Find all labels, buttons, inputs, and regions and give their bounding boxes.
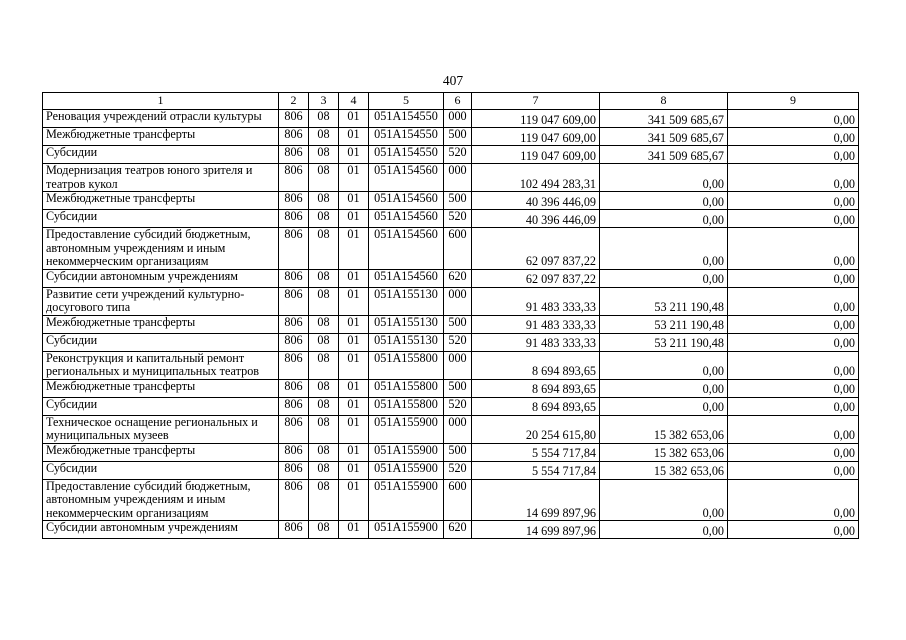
- amount-col-9: 0,00: [728, 146, 859, 164]
- expense-type-code: 520: [444, 146, 472, 164]
- item-name: Субсидии: [43, 461, 279, 479]
- admin-code: 806: [279, 146, 309, 164]
- expense-type-code: 620: [444, 269, 472, 287]
- subsection-code: 01: [339, 333, 369, 351]
- amount-col-8: 0,00: [600, 210, 728, 228]
- amount-col-8: 0,00: [600, 521, 728, 539]
- amount-col-8: 53 211 190,48: [600, 315, 728, 333]
- amount-col-9: 0,00: [728, 397, 859, 415]
- amount-col-8: 53 211 190,48: [600, 287, 728, 315]
- admin-code: 806: [279, 379, 309, 397]
- target-article-code: 051A155900: [369, 479, 444, 521]
- section-code: 08: [309, 333, 339, 351]
- section-code: 08: [309, 110, 339, 128]
- item-name: Субсидии автономным учреждениям: [43, 269, 279, 287]
- amount-col-9: 0,00: [728, 333, 859, 351]
- target-article-code: 051A155900: [369, 443, 444, 461]
- item-name: Субсидии: [43, 397, 279, 415]
- target-article-code: 051A155800: [369, 379, 444, 397]
- target-article-code: 051A154560: [369, 228, 444, 270]
- amount-col-7: 102 494 283,31: [472, 164, 600, 192]
- amount-col-8: 15 382 653,06: [600, 443, 728, 461]
- amount-col-9: 0,00: [728, 315, 859, 333]
- column-header: 1: [43, 93, 279, 110]
- expense-type-code: 000: [444, 351, 472, 379]
- item-name: Реконструкция и капитальный ремонт региональных и муниципальных театров: [43, 351, 279, 379]
- amount-col-7: 119 047 609,00: [472, 128, 600, 146]
- amount-col-9: 0,00: [728, 379, 859, 397]
- item-name: Межбюджетные трансферты: [43, 192, 279, 210]
- amount-col-8: 0,00: [600, 192, 728, 210]
- amount-col-8: 0,00: [600, 479, 728, 521]
- section-code: 08: [309, 461, 339, 479]
- page-number: 407: [442, 73, 464, 88]
- expense-type-code: 000: [444, 287, 472, 315]
- amount-col-9: 0,00: [728, 192, 859, 210]
- item-name: Субсидии: [43, 210, 279, 228]
- table-row: [43, 164, 859, 192]
- expense-type-code: 600: [444, 228, 472, 270]
- item-name: Межбюджетные трансферты: [43, 379, 279, 397]
- subsection-code: 01: [339, 397, 369, 415]
- subsection-code: 01: [339, 128, 369, 146]
- amount-col-7: 8 694 893,65: [472, 379, 600, 397]
- column-header: 5: [369, 93, 444, 110]
- table-row: [43, 479, 859, 521]
- column-header: 6: [444, 93, 472, 110]
- expense-type-code: 500: [444, 443, 472, 461]
- table-row: [43, 146, 859, 164]
- table-row: [43, 461, 859, 479]
- expense-type-code: 520: [444, 461, 472, 479]
- column-header: 9: [728, 93, 859, 110]
- amount-col-7: 14 699 897,96: [472, 479, 600, 521]
- subsection-code: 01: [339, 415, 369, 443]
- admin-code: 806: [279, 315, 309, 333]
- expense-type-code: 600: [444, 479, 472, 521]
- section-code: 08: [309, 146, 339, 164]
- admin-code: 806: [279, 351, 309, 379]
- table-body: [43, 110, 859, 539]
- section-code: 08: [309, 164, 339, 192]
- item-name: Предоставление субсидий бюджетным, автономным учреждениям и иным некоммерческим организациям: [43, 228, 279, 270]
- subsection-code: 01: [339, 192, 369, 210]
- item-name: Межбюджетные трансферты: [43, 443, 279, 461]
- expense-type-code: 520: [444, 333, 472, 351]
- amount-col-7: 40 396 446,09: [472, 210, 600, 228]
- expense-type-code: 500: [444, 192, 472, 210]
- target-article-code: 051A154560: [369, 164, 444, 192]
- subsection-code: 01: [339, 269, 369, 287]
- amount-col-8: 341 509 685,67: [600, 128, 728, 146]
- table-row: [43, 228, 859, 270]
- section-code: 08: [309, 192, 339, 210]
- subsection-code: 01: [339, 146, 369, 164]
- subsection-code: 01: [339, 351, 369, 379]
- amount-col-8: 0,00: [600, 269, 728, 287]
- item-name: Субсидии: [43, 146, 279, 164]
- target-article-code: 051A155800: [369, 397, 444, 415]
- table-row: [43, 521, 859, 539]
- header-row: [43, 93, 859, 110]
- section-code: 08: [309, 397, 339, 415]
- target-article-code: 051A154550: [369, 128, 444, 146]
- subsection-code: 01: [339, 521, 369, 539]
- amount-col-9: 0,00: [728, 164, 859, 192]
- item-name: Развитие сети учреждений культурно-досугового типа: [43, 287, 279, 315]
- item-name: Субсидии автономным учреждениям: [43, 521, 279, 539]
- amount-col-9: 0,00: [728, 461, 859, 479]
- admin-code: 806: [279, 443, 309, 461]
- amount-col-7: 119 047 609,00: [472, 146, 600, 164]
- item-name: Реновация учреждений отрасли культуры: [43, 110, 279, 128]
- amount-col-9: 0,00: [728, 521, 859, 539]
- column-header: 8: [600, 93, 728, 110]
- subsection-code: 01: [339, 315, 369, 333]
- target-article-code: 051A154560: [369, 269, 444, 287]
- amount-col-7: 5 554 717,84: [472, 443, 600, 461]
- section-code: 08: [309, 210, 339, 228]
- expense-type-code: 000: [444, 415, 472, 443]
- amount-col-8: 341 509 685,67: [600, 146, 728, 164]
- admin-code: 806: [279, 333, 309, 351]
- subsection-code: 01: [339, 110, 369, 128]
- amount-col-9: 0,00: [728, 269, 859, 287]
- amount-col-7: 119 047 609,00: [472, 110, 600, 128]
- amount-col-7: 40 396 446,09: [472, 192, 600, 210]
- amount-col-8: 15 382 653,06: [600, 461, 728, 479]
- admin-code: 806: [279, 164, 309, 192]
- item-name: Субсидии: [43, 333, 279, 351]
- amount-col-8: 15 382 653,06: [600, 415, 728, 443]
- column-header: 4: [339, 93, 369, 110]
- table-row: [43, 269, 859, 287]
- subsection-code: 01: [339, 461, 369, 479]
- expense-type-code: 000: [444, 164, 472, 192]
- item-name: Техническое оснащение региональных и муниципальных музеев: [43, 415, 279, 443]
- item-name: Межбюджетные трансферты: [43, 315, 279, 333]
- table-row: [43, 333, 859, 351]
- section-code: 08: [309, 415, 339, 443]
- admin-code: 806: [279, 228, 309, 270]
- section-code: 08: [309, 228, 339, 270]
- amount-col-7: 62 097 837,22: [472, 228, 600, 270]
- target-article-code: 051A155900: [369, 415, 444, 443]
- section-code: 08: [309, 269, 339, 287]
- item-name: Модернизация театров юного зрителя и театров кукол: [43, 164, 279, 192]
- amount-col-7: 5 554 717,84: [472, 461, 600, 479]
- section-code: 08: [309, 379, 339, 397]
- section-code: 08: [309, 351, 339, 379]
- table-row: [43, 351, 859, 379]
- table-row: [43, 192, 859, 210]
- target-article-code: 051A155900: [369, 461, 444, 479]
- table-row: [43, 210, 859, 228]
- admin-code: 806: [279, 269, 309, 287]
- amount-col-7: 91 483 333,33: [472, 333, 600, 351]
- amount-col-9: 0,00: [728, 128, 859, 146]
- expense-type-code: 000: [444, 110, 472, 128]
- expense-type-code: 620: [444, 521, 472, 539]
- target-article-code: 051A154560: [369, 210, 444, 228]
- table-row: [43, 110, 859, 128]
- table-row: [43, 379, 859, 397]
- target-article-code: 051A155800: [369, 351, 444, 379]
- expense-type-code: 520: [444, 397, 472, 415]
- expense-type-code: 500: [444, 379, 472, 397]
- amount-col-9: 0,00: [728, 443, 859, 461]
- target-article-code: 051A155130: [369, 333, 444, 351]
- subsection-code: 01: [339, 164, 369, 192]
- admin-code: 806: [279, 461, 309, 479]
- amount-col-8: 53 211 190,48: [600, 333, 728, 351]
- admin-code: 806: [279, 210, 309, 228]
- admin-code: 806: [279, 415, 309, 443]
- item-name: Предоставление субсидий бюджетным, автономным учреждениям и иным некоммерческим организациям: [43, 479, 279, 521]
- table-row: [43, 443, 859, 461]
- section-code: 08: [309, 443, 339, 461]
- expense-type-code: 500: [444, 315, 472, 333]
- table-row: [43, 128, 859, 146]
- amount-col-7: 91 483 333,33: [472, 287, 600, 315]
- subsection-code: 01: [339, 479, 369, 521]
- admin-code: 806: [279, 479, 309, 521]
- subsection-code: 01: [339, 379, 369, 397]
- column-header: 2: [279, 93, 309, 110]
- budget-table: [42, 92, 859, 539]
- amount-col-7: 20 254 615,80: [472, 415, 600, 443]
- column-header: 3: [309, 93, 339, 110]
- amount-col-8: 341 509 685,67: [600, 110, 728, 128]
- target-article-code: 051A154560: [369, 192, 444, 210]
- table-row: [43, 287, 859, 315]
- amount-col-8: 0,00: [600, 379, 728, 397]
- section-code: 08: [309, 479, 339, 521]
- amount-col-9: 0,00: [728, 228, 859, 270]
- expense-type-code: 520: [444, 210, 472, 228]
- subsection-code: 01: [339, 210, 369, 228]
- amount-col-8: 0,00: [600, 164, 728, 192]
- expense-type-code: 500: [444, 128, 472, 146]
- subsection-code: 01: [339, 287, 369, 315]
- item-name: Межбюджетные трансферты: [43, 128, 279, 146]
- target-article-code: 051A154550: [369, 146, 444, 164]
- section-code: 08: [309, 287, 339, 315]
- amount-col-9: 0,00: [728, 210, 859, 228]
- admin-code: 806: [279, 128, 309, 146]
- amount-col-7: 62 097 837,22: [472, 269, 600, 287]
- section-code: 08: [309, 128, 339, 146]
- amount-col-9: 0,00: [728, 110, 859, 128]
- admin-code: 806: [279, 287, 309, 315]
- admin-code: 806: [279, 521, 309, 539]
- amount-col-7: 14 699 897,96: [472, 521, 600, 539]
- table-row: [43, 397, 859, 415]
- target-article-code: 051A154550: [369, 110, 444, 128]
- column-header: 7: [472, 93, 600, 110]
- amount-col-9: 0,00: [728, 479, 859, 521]
- amount-col-7: 91 483 333,33: [472, 315, 600, 333]
- subsection-code: 01: [339, 228, 369, 270]
- section-code: 08: [309, 315, 339, 333]
- amount-col-7: 8 694 893,65: [472, 351, 600, 379]
- admin-code: 806: [279, 192, 309, 210]
- amount-col-8: 0,00: [600, 397, 728, 415]
- table-row: [43, 415, 859, 443]
- amount-col-8: 0,00: [600, 351, 728, 379]
- amount-col-9: 0,00: [728, 287, 859, 315]
- target-article-code: 051A155130: [369, 315, 444, 333]
- target-article-code: 051A155900: [369, 521, 444, 539]
- subsection-code: 01: [339, 443, 369, 461]
- amount-col-9: 0,00: [728, 415, 859, 443]
- admin-code: 806: [279, 397, 309, 415]
- amount-col-7: 8 694 893,65: [472, 397, 600, 415]
- amount-col-9: 0,00: [728, 351, 859, 379]
- target-article-code: 051A155130: [369, 287, 444, 315]
- amount-col-8: 0,00: [600, 228, 728, 270]
- table-row: [43, 315, 859, 333]
- section-code: 08: [309, 521, 339, 539]
- admin-code: 806: [279, 110, 309, 128]
